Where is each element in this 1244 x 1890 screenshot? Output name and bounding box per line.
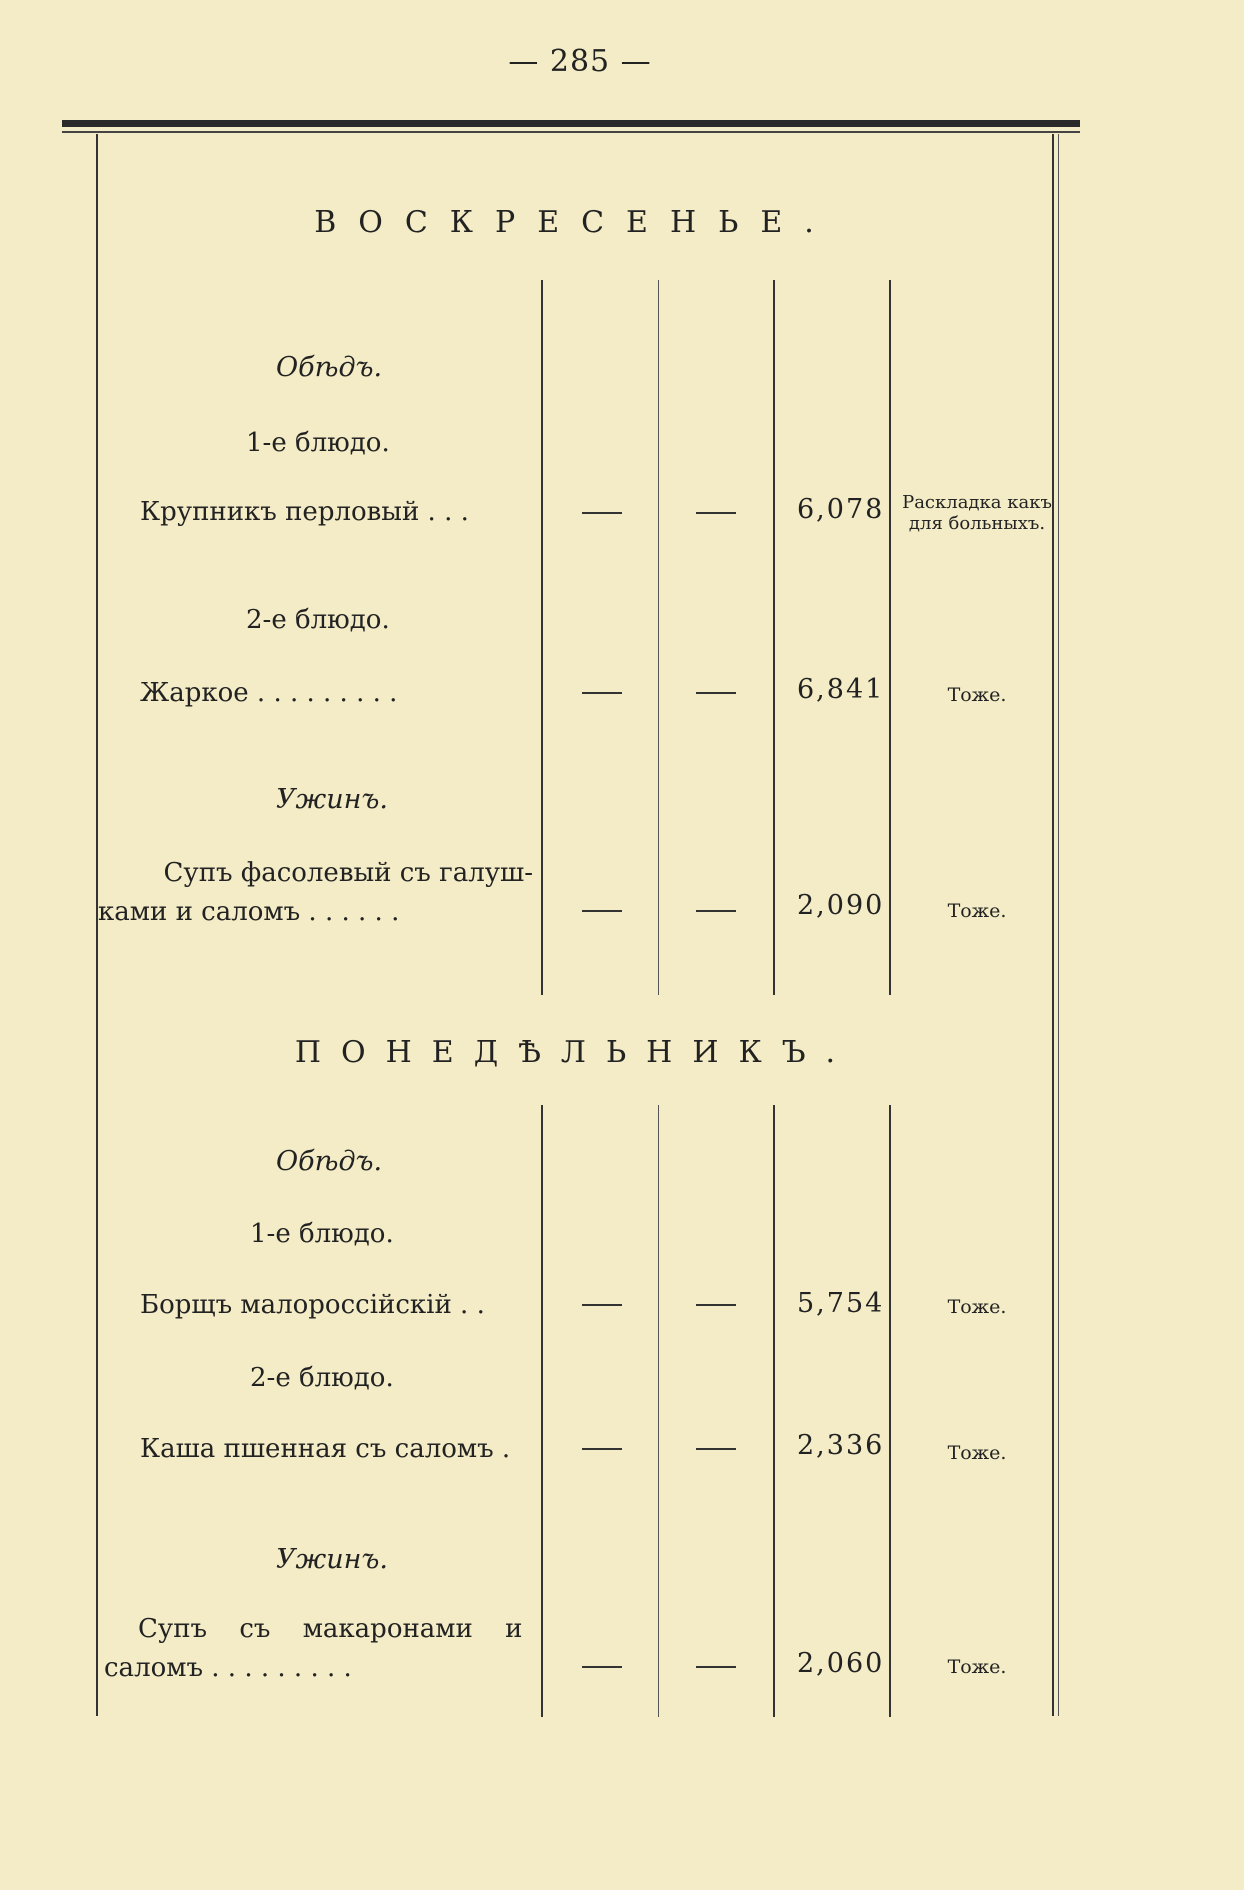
dash-mark	[696, 1448, 736, 1450]
note: Тоже.	[947, 1296, 1007, 1318]
table-border-right-inner	[1058, 134, 1059, 1716]
dash-mark	[582, 512, 622, 514]
course-label: 2-е блюдо.	[246, 605, 390, 635]
note: Тоже.	[947, 1656, 1007, 1678]
column-divider	[658, 280, 659, 995]
dash-mark	[582, 910, 622, 912]
note: Тоже.	[947, 1442, 1007, 1464]
column-divider	[773, 1105, 775, 1717]
column-divider	[889, 1105, 891, 1717]
course-label: 1-е блюдо.	[250, 1219, 394, 1249]
course-label: 1-е блюдо.	[246, 428, 390, 458]
value: 2,090	[797, 890, 885, 921]
dish-name	[98, 854, 533, 932]
dish-line: Супъ фасолевый съ галуш-	[163, 858, 533, 888]
table-border-right	[1052, 134, 1054, 1716]
dash-mark	[582, 1448, 622, 1450]
dash-mark	[696, 692, 736, 694]
dish-name	[104, 1610, 533, 1688]
meal-label-lunch: Обѣдъ.	[276, 1146, 383, 1177]
column-divider	[658, 1105, 659, 1717]
note: Тоже.	[947, 900, 1007, 922]
day-heading-sunday: ВОСКРЕСЕНЬЕ.	[314, 205, 836, 240]
value: 5,754	[797, 1288, 885, 1319]
top-rule	[62, 120, 1080, 127]
column-divider	[773, 280, 775, 995]
value: 2,336	[797, 1430, 885, 1461]
dish-name: Каша пшенная съ саломъ .	[140, 1434, 511, 1464]
column-divider	[541, 280, 543, 995]
dish-line: саломъ . . . . . . . . .	[104, 1653, 352, 1683]
note: Раскладка какъ для больныхъ.	[902, 492, 1052, 534]
meal-label-supper: Ужинъ.	[276, 1544, 388, 1575]
dish-line: ками и саломъ . . . . . .	[98, 897, 400, 927]
dish-name: Борщъ малороссійскій . .	[140, 1290, 485, 1320]
dash-mark	[696, 1666, 736, 1668]
meal-label-lunch: Обѣдъ.	[276, 352, 383, 383]
dish-name: Крупникъ перловый . . .	[140, 497, 469, 527]
dash-mark	[582, 692, 622, 694]
day-heading-monday: ПОНЕДѢЛЬНИКЪ.	[294, 1035, 856, 1070]
dash-mark	[696, 1304, 736, 1306]
course-label: 2-е блюдо.	[250, 1363, 394, 1393]
top-rule-thin	[62, 131, 1080, 133]
dish-name: Жаркое . . . . . . . . .	[140, 678, 398, 708]
value: 6,841	[797, 674, 885, 705]
value: 2,060	[797, 1648, 885, 1679]
dash-mark	[582, 1304, 622, 1306]
dash-mark	[696, 910, 736, 912]
column-divider	[889, 280, 891, 995]
dash-mark	[582, 1666, 622, 1668]
page-number: — 285 —	[508, 44, 652, 79]
dash-mark	[696, 512, 736, 514]
dish-line: Супъ съ макаронами и	[138, 1614, 523, 1644]
meal-label-supper: Ужинъ.	[276, 784, 388, 815]
column-divider	[541, 1105, 543, 1717]
note: Тоже.	[947, 684, 1007, 706]
value: 6,078	[797, 494, 885, 525]
